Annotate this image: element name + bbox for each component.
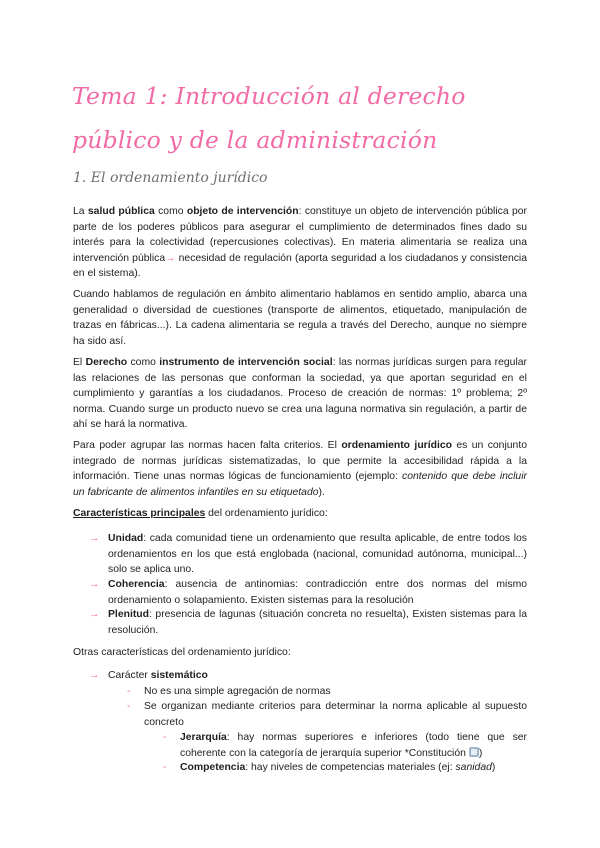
dash-icon: - [163, 732, 167, 743]
dash-icon: - [127, 686, 131, 697]
list-item-plenitud: Plenitud: presencia de lagunas (situación concreta no resuelta), Existen sistemas para la resolución. [108, 609, 527, 636]
arrow-icon: → [89, 670, 100, 681]
sub-item-agregacion: No es una simple agregación de normas [144, 686, 331, 697]
arrow-icon: → [89, 609, 100, 620]
paragraph-ordenamiento: Para poder agrupar las normas hacen falta criterios. El ordenamiento jurídico es un conjunto integrado de normas jurídicas sistematizadas, lo que permite la accesibilidad rápida a la información. Tiene unas normas lógicas de funcionamiento (ejemplo: contenido que debe incluir un fabricante de alimentos infantiles en su etiquetado). [73, 440, 527, 498]
sub-item-criterios: Se organizan mediante criterios para determinar la norma aplicable al supuesto concreto [144, 701, 527, 728]
sub-sub-item-jerarquia: Jerarquía: hay normas superiores e inferiores (todo tiene que ser coherente con la categoría de jerarquía superior *Constitución ) [180, 732, 527, 759]
arrow-icon: → [89, 533, 100, 544]
paragraph-derecho: El Derecho como instrumento de intervención social: las normas jurídicas surgen para regular las relaciones de las personas que conforman la sociedad, ya que aportan seguridad en el cumplimiento y garantías a los ciudadanos. Proceso de creación de normas: 1º problema; 2º norma. Cuando surge un producto nuevo se crea una laguna normativa sin regulación, a partir de ahí se hará la normativa. [73, 357, 527, 430]
list-item-sistematico: Carácter sistemático [108, 670, 208, 681]
dash-icon: - [163, 762, 167, 773]
list-item-unidad: Unidad: cada comunidad tiene un ordenamiento que resulta aplicable, de entre todos los ordenamientos en los que está englobada (nacional, comunidad autónoma, municipal...) solo se aplica uno. [108, 533, 527, 575]
sub-sub-item-competencia: Competencia: hay niveles de competencias materiales (ej: sanidad) [180, 762, 496, 773]
dash-icon: - [127, 701, 131, 712]
constitution-icon [469, 747, 479, 757]
page-title: Tema 1: Introducción al derecho público y de la administración [72, 82, 466, 154]
section-heading: 1. El ordenamiento jurídico [73, 170, 268, 186]
list-item-coherencia: Coherencia: ausencia de antinomias: contradicción entre dos normas del mismo ordenamiento o solapamiento. Existen sistemas para la resolución [108, 579, 527, 606]
paragraph-otras-caracteristicas: Otras características del ordenamiento jurídico: [73, 647, 291, 658]
arrow-icon: → [165, 252, 176, 264]
arrow-icon: → [89, 579, 100, 590]
paragraph-regulacion: Cuando hablamos de regulación en ámbito alimentario hablamos en sentido amplio, abarca una generalidad o diversidad de cuestiones (transporte de alimentos, etiquetado, manipulación de trazas en fábricas...). La cadena alimentaria se regula a través del Derecho, aunque no siempre ha sido así. [73, 289, 527, 347]
paragraph-caracteristicas-heading: Características principales del ordenamiento jurídico: [73, 508, 328, 519]
paragraph-salud-publica: La salud pública como objeto de intervención: constituye un objeto de intervención pública por parte de los poderes públicos para asegurar el cumplimiento de determinados fines dado su interés para la colectividad (repercusiones colectivas). En materia alimentaria se realiza una intervención pública→ necesidad de regulación (aporta seguridad a los ciudadanos y consistencia en el sistema). [73, 206, 528, 279]
